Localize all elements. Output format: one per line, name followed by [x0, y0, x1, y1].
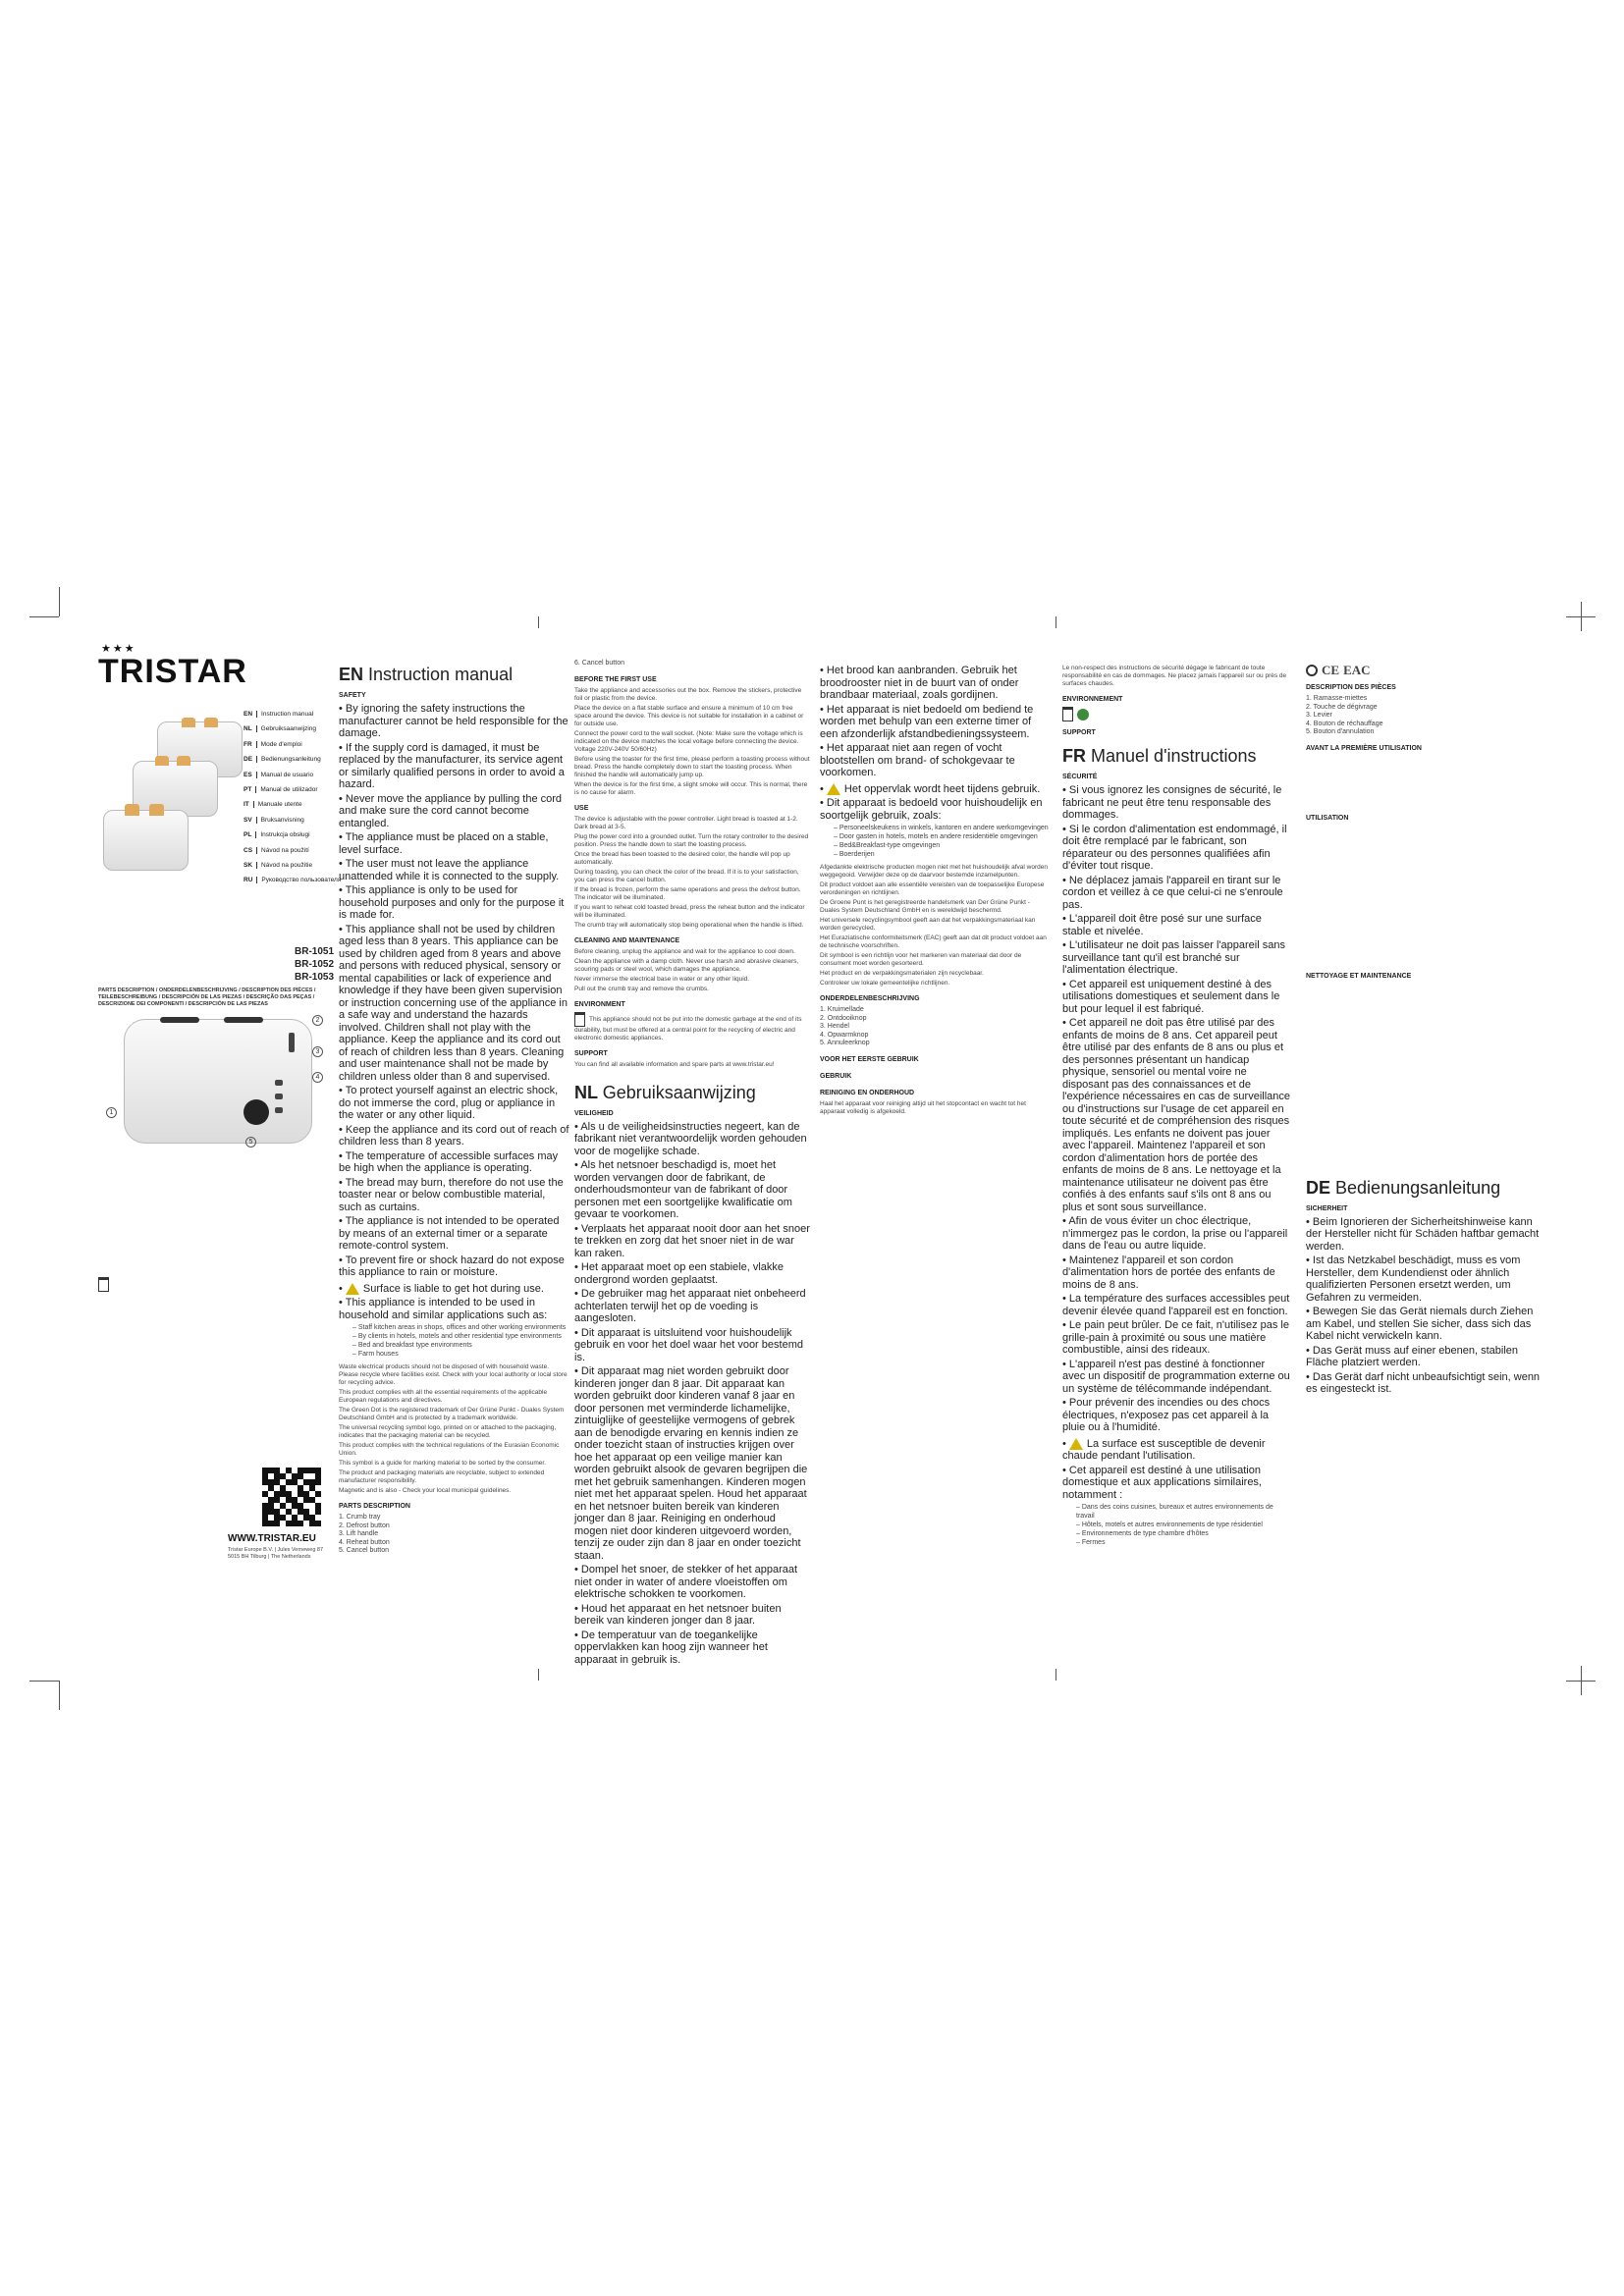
qr-code — [262, 1468, 321, 1526]
callout-3: 3 — [312, 1046, 323, 1057]
safety-item: • Maintenez l'appareil et son cordon d'alimentation hors de portée des enfants de moins de 8 ans. — [1062, 1255, 1290, 1292]
bread-slot — [160, 1017, 199, 1023]
safety-item: • Het apparaat is niet bedoeld om bediend te worden met behulp van een externe timer of een afzonderlijk afstandbedieningssysteem. — [820, 704, 1051, 741]
household-line: • This appliance is intended to be used in household and similar applications such as: — [339, 1297, 569, 1321]
before-label: AVANT LA PREMIÈRE UTILISATION — [1306, 744, 1422, 752]
before-item: Place the device on a flat stable surface and ensure a minimum of 10 cm free space around the device. This device is not suitable for installation in a cabinet or for outside use. — [574, 704, 804, 727]
language-item — [244, 721, 341, 736]
language-name: Manuale utente — [253, 801, 302, 808]
use-list — [574, 816, 810, 930]
safety-item: • Das Gerät darf nicht unbeaufsichtigt sein, wenn es eingesteckt ist. — [1306, 1371, 1542, 1396]
parts-header: PARTS DESCRIPTION / ONDERDELENBESCHRIJVING / DESCRIPTION DES PIÈCES / TEILEBESCHREIBUNG / DESCRIPCIÓN DE LAS PIEZAS / DESCRIÇÃO DAS PEÇAS / DESCRIZIONE DEI COMPONENTI / DESCRIPCIÓN DE LAS PIEZAS — [98, 988, 316, 1007]
usage-item: – Hôtels, motels et autres environnements de type résidentiel — [1062, 1521, 1290, 1529]
part-item: 3. Levier — [1306, 712, 1332, 719]
safety-item: • Le pain peut brûler. De ce fait, n'utilisez pas le grille-pain à proximité ou sous une matière combustible, ainsi des rideaux. — [1062, 1319, 1290, 1357]
crop-mark — [29, 1681, 59, 1682]
symbol-note: This symbol is a guide for marking material to be sorted by the consumer. — [339, 1460, 546, 1467]
safety-item: • Pour prévenir des incendies ou des chocs électriques, n'exposez pas cet appareil à la pluie ou à l'humidité. — [1062, 1397, 1290, 1434]
hot-surface-warning-icon — [1069, 1438, 1083, 1450]
safety-item: • Dompel het snoer, de stekker of het apparaat niet onder in water of andere vloeistoffen om elektrische schokken te voorkomen. — [574, 1564, 810, 1601]
language-name: Mode d'emploi — [256, 741, 302, 748]
usage-item: – Dans des coins cuisines, bureaux et autres environnements de travail — [1062, 1503, 1290, 1521]
symbol-note: Het product en de verpakkingsmaterialen zijn recyclebaar. — [820, 970, 984, 977]
safety-label: SICHERHEIT — [1306, 1204, 1348, 1212]
use-item: During toasting, you can check the color of the bread. If it is to your satisfaction, you can press the cancel button. — [574, 868, 799, 883]
language-code: NL — [244, 725, 252, 733]
language-name: Manual de utilizador — [255, 786, 317, 793]
safety-item: • Als het netsnoer beschadigd is, moet het worden vervangen door de fabrikant, de onderhoudsmonteur van de fabrikant of door personen met een soortgelijke kwalificatie om gevaar te voorkomen. — [574, 1159, 810, 1221]
use-item: If you want to reheat cold toasted bread, press the reheat button and the indicator will be illuminated. — [574, 903, 805, 919]
language-code: FR — [244, 740, 252, 748]
fr-parts-list — [1306, 695, 1542, 737]
fr-intro: Le non-respect des instructions de sécurité dégage le fabricant de toute responsabilité en cas de dommages. Ne placez jamais l'appareil sur ou près de surfaces chaudes. — [1062, 665, 1287, 687]
part-item: 4. Bouton de réchauffage — [1306, 720, 1383, 727]
safety-item: • Si vous ignorez les consignes de sécurité, le fabricant ne peut être tenu responsable des dommages. — [1062, 784, 1290, 822]
website: WWW.TRISTAR.EU — [228, 1533, 316, 1544]
browning-dial — [244, 1099, 269, 1125]
safety-item: • This appliance shall not be used by children aged less than 8 years. This appliance can be used by children aged from 8 years and above and persons with reduced physical, sensory or mental capabilities or lack of experience and knowledge if they have been given supervision or instruction concerning use of the appliance in a safe way and understand the hazards involved. Children shall not play with the appliance. Keep the appliance and its cord out of reach of children less than 8 years. Cleaning and user maintenance shall not be made by children unless older than 8 and supervised. — [339, 924, 569, 1084]
language-code: SV — [244, 816, 252, 824]
clean-list — [574, 948, 810, 993]
warning-line — [1062, 1438, 1290, 1463]
de-heading — [1306, 1178, 1542, 1198]
symbol-note: The Green Dot is the registered trademark of Der Grüne Punkt - Duales System Deutschland GmbH and is protected by a trademark worldwide. — [339, 1407, 565, 1421]
parts-label: ONDERDELENBESCHRIJVING — [820, 995, 920, 1002]
safety-item: • De gebruiker mag het apparaat niet onbeheerd achterlaten terwijl het op de voeding is aangesloten. — [574, 1288, 810, 1325]
control-button — [275, 1107, 283, 1113]
part-item: 5. Cancel button — [339, 1547, 389, 1554]
language-item — [244, 858, 341, 873]
safety-item: • By ignoring the safety instructions the manufacturer cannot be held responsible for the damage. — [339, 703, 569, 740]
part-item: 5. Annuleerknop — [820, 1040, 870, 1046]
en-parts-list — [339, 1514, 569, 1556]
language-item — [244, 813, 341, 828]
safety-item: • This appliance is only to be used for household purposes and only for the purpose it is made for. — [339, 884, 569, 922]
nl-safety-list — [574, 1121, 810, 1667]
safety-item: • The appliance is not intended to be operated by means of an external timer or a separate remote-control system. — [339, 1215, 569, 1253]
use-item: The crumb tray will automatically stop being operational when the handle is lifted. — [574, 921, 804, 929]
parts-label: DESCRIPTION DES PIÈCES — [1306, 684, 1396, 691]
bread-slice — [125, 804, 139, 816]
clean-item: Pull out the crumb tray and remove the crumbs. — [574, 985, 709, 992]
crop-mark — [1581, 1666, 1582, 1695]
safety-item: • Het apparaat niet aan regen of vocht blootstellen om brand- of schokgevaar te voorkomen. — [820, 742, 1051, 779]
crop-mark — [59, 587, 60, 616]
language-code: ES — [244, 771, 252, 778]
safety-item: • The user must not leave the appliance unattended while it is connected to the supply. — [339, 858, 569, 882]
ce-mark-icon: CE — [1322, 663, 1340, 677]
crop-mark — [538, 616, 539, 628]
symbol-note: Waste electrical products should not be disposed of with household waste. Please recycle where facilities exist. Check with your local authority or local store for recycling advice. — [339, 1363, 568, 1386]
callout-2: 2 — [312, 1015, 323, 1026]
callout-4: 4 — [312, 1072, 323, 1083]
language-item — [244, 843, 341, 858]
part-item: 1. Crumb tray — [339, 1514, 381, 1521]
usage-item: – Environnements de type chambre d'hôtes — [1062, 1529, 1290, 1538]
part-item: 3. Lift handle — [339, 1530, 379, 1537]
callout-1: 1 — [106, 1107, 117, 1118]
cancel-part: 6. Cancel button — [574, 660, 624, 667]
bread-slice — [204, 718, 218, 727]
lift-lever — [289, 1033, 295, 1052]
clean-label: NETTOYAGE ET MAINTENANCE — [1306, 972, 1412, 980]
toaster-middle — [133, 761, 218, 817]
green-dot-icon — [1077, 709, 1089, 721]
bread-slice — [177, 756, 190, 766]
support-text: You can find all available information and spare parts at www.tristar.eu! — [574, 1060, 775, 1068]
qr-module — [315, 1521, 321, 1526]
safety-item: • Ist das Netzkabel beschädigt, muss es vom Hersteller, dem Kundendienst oder ähnlich qualifizierten Personen ersetzt werden, um Gefahren zu vermeiden. — [1306, 1255, 1542, 1304]
language-item — [244, 752, 341, 767]
household-line: • Dit apparaat is bedoeld voor huishoudelijk en soortgelijk gebruik, zoals: — [820, 797, 1051, 822]
bread-slot — [224, 1017, 263, 1023]
support-label: SUPPORT — [574, 1049, 608, 1057]
part-item: 1. Ramasse-miettes — [1306, 695, 1368, 702]
safety-item: • De temperatuur van de toegankelijke oppervlakken kan hoog zijn wanneer het apparaat in gebruik is. — [574, 1629, 810, 1667]
weee-bin-icon — [98, 1277, 109, 1292]
safety-item: • L'appareil n'est pas destiné à fonctionner avec un dispositif de programmation externe ou un système de télécommande indépendant. — [1062, 1359, 1290, 1396]
model-number: BR-1052 — [295, 959, 335, 970]
safety-item: • Cet appareil ne doit pas être utilisé par des enfants de moins de 8 ans. Cet appareil peut être utilisé par des enfants de 8 ans ou plus et des personnes présentant un handicap physique, sensoriel ou mental voire ne disposant pas des connaissances et de l'expérience nécessaires en cas de surveillance ou d'instructions sur l'usage de cet appareil en toute sécurité et de compréhension des risques impliqués. Les enfants ne doivent pas jouer avec l'appareil. Maintenez l'appareil et son cordon d'alimentation hors de portée des enfants de moins de 8 ans. Le nettoyage et la maintenance utilisateur ne doivent pas être confiés à des enfants sauf s'ils ont 8 ans ou plus et sont sous surveillance. — [1062, 1017, 1290, 1213]
crop-mark — [29, 616, 59, 617]
clean-item: Never immerse the electrical base in water or any other liquid. — [574, 975, 750, 983]
safety-item: • Cet appareil est uniquement destiné à des utilisations domestiques et seulement dans le but pour lequel il est fabriqué. — [1062, 979, 1290, 1016]
language-code: PT — [244, 786, 252, 794]
safety-item: • The appliance must be placed on a stable, level surface. — [339, 831, 569, 856]
before-item: When the device is for the first time, a slight smoke will occur. This is normal, there is no cause for alarm. — [574, 780, 808, 796]
usage-item: – Farm houses — [339, 1350, 569, 1359]
symbol-note: Het Euraziatische conformiteitsmerk (EAC) geeft aan dat dit product voldoet aan de technische voorschriften. — [820, 934, 1047, 949]
use-label: GEBRUIK — [820, 1072, 852, 1080]
language-name: Návod na použití — [256, 847, 309, 854]
part-item: 2. Ontdooiknop — [820, 1014, 867, 1022]
use-item: Plug the power cord into a grounded outlet. Turn the rotary controller to the desired position. Press the handle down to start the toasting process. — [574, 832, 809, 848]
parts-diagram — [106, 1011, 322, 1158]
warning-line — [820, 783, 1051, 796]
product-image — [98, 721, 236, 947]
nl-clean-text: Haal het apparaat voor reiniging altijd uit het stopcontact en wacht tot het apparaat volledig is afgekoeld. — [820, 1099, 1026, 1115]
safety-item: • The temperature of accessible surfaces may be high when the appliance is operating. — [339, 1150, 569, 1175]
weee-bin-icon — [574, 1012, 585, 1027]
fr-heading — [1062, 746, 1290, 766]
before-list — [574, 687, 810, 797]
usage-item: – Bed and breakfast type environments — [339, 1341, 569, 1350]
safety-item: • If the supply cord is damaged, it must be replaced by the manufacturer, its service agent or similarly qualified persons in order to avoid a hazard. — [339, 742, 569, 791]
symbol-note: The universal recycling symbol logo, printed on or attached to the packaging, indicates that the packaging material can be recycled. — [339, 1424, 557, 1439]
support-label: SUPPORT — [1062, 729, 1096, 736]
lang-code: DE — [1306, 1177, 1331, 1198]
en-heading — [339, 665, 569, 684]
address: Tristar Europe B.V. | Jules Verneweg 87 5015 BH Tilburg | The Netherlands — [228, 1547, 324, 1560]
usage-item: – Door gasten in hotels, motels en andere residentiële omgevingen — [820, 832, 1051, 841]
language-name: Gebruiksaanwijzing — [256, 725, 316, 732]
use-item: Once the bread has been toasted to the desired color, the handle will pop up automatically. — [574, 850, 790, 866]
language-item — [244, 873, 341, 887]
language-code: RU — [244, 877, 253, 884]
symbol-note: De Groene Punt is het geregistreerde handelsmerk van Der Grüne Punkt - Duales System Deutschland GmbH en is wereldwijd beschermd. — [820, 899, 1030, 914]
safety-item: • Het apparaat moet op een stabiele, vlakke ondergrond worden geplaatst. — [574, 1261, 810, 1286]
usage-item: – By clients in hotels, motels and other residential type environments — [339, 1332, 569, 1341]
before-item: Connect the power cord to the wall socket. (Note: Make sure the voltage which is indicated on the device matches the local voltage before connecting the device. Voltage 220V-240V 50/60Hz) — [574, 729, 803, 753]
part-item: 2. Defrost button — [339, 1522, 390, 1529]
crop-mark — [1581, 602, 1582, 631]
language-item — [244, 707, 341, 721]
language-name: Instrukcja obsługi — [255, 831, 309, 838]
lang-code: NL — [574, 1082, 598, 1102]
language-name: Bedienungsanleitung — [256, 756, 321, 763]
bread-slice — [149, 804, 164, 816]
nl-safety-list-continued — [820, 665, 1051, 779]
recycling-icon — [1306, 665, 1318, 676]
before-label: BEFORE THE FIRST USE — [574, 675, 657, 683]
part-item: 4. Reheat button — [339, 1538, 390, 1546]
language-name: Návod na použitie — [256, 862, 312, 869]
symbol-note: Controleer uw lokale gemeentelijke richtlijnen. — [820, 980, 950, 987]
safety-item: • La température des surfaces accessibles peut devenir élevée quand l'appareil est en fonction. — [1062, 1293, 1290, 1317]
env-body: This appliance should not be put into the domestic garbage at the end of its durability, but must be offered at a central point for the recycling of electric and electronic domestic appliances. — [574, 1015, 802, 1041]
toaster-diagram — [124, 1019, 312, 1144]
clean-label: REINIGING EN ONDERHOUD — [820, 1089, 915, 1096]
safety-label: SÉCURITÉ — [1062, 774, 1098, 780]
en-usage-list — [339, 1323, 569, 1359]
nl-parts-list — [820, 1006, 1051, 1048]
usage-item: – Bed&Breakfast-type omgevingen — [820, 841, 1051, 850]
language-code: SK — [244, 862, 253, 870]
de-safety-list — [1306, 1216, 1542, 1396]
part-item: 1. Kruimellade — [820, 1006, 864, 1013]
fr-env-symbols — [1062, 707, 1290, 721]
nl-symbols — [820, 864, 1051, 988]
toaster-front — [103, 810, 189, 871]
clean-label: CLEANING AND MAINTENANCE — [574, 936, 680, 944]
section-title: Manuel d'instructions — [1091, 746, 1257, 766]
model-numbers — [295, 945, 334, 984]
safety-item: • To prevent fire or shock hazard do not expose this appliance to rain or moisture. — [339, 1255, 569, 1279]
part-item: 2. Touche de dégivrage — [1306, 703, 1378, 711]
brand-logo: TRISTAR — [98, 653, 247, 690]
safety-item: • The bread may burn, therefore do not use the toaster near or below combustible material, such as curtains. — [339, 1177, 569, 1214]
fr-symbols-block — [1306, 665, 1542, 676]
symbol-note: This product complies with the technical regulations of the Eurasian Economic Union. — [339, 1442, 560, 1457]
language-name: Bruksanvisning — [256, 817, 304, 824]
safety-item: • Never move the appliance by pulling the cord and make sure the cord cannot become entangled. — [339, 793, 569, 830]
safety-item: • Afin de vous éviter un choc électrique, n'immergez pas le cordon, la prise ou l'appareil dans de l'eau ou autre liquide. — [1062, 1215, 1290, 1253]
symbol-note: Het universele recyclingsymbool geeft aan dat het verpakkingsmateriaal kan worden gerecycled. — [820, 917, 1036, 932]
warning-text: Surface is liable to get hot during use. — [362, 1282, 544, 1295]
usage-item: – Boerderijen — [820, 850, 1051, 859]
language-item — [244, 737, 341, 752]
bread-slice — [182, 718, 195, 727]
symbol-note: Dit product voldoet aan alle essentiële vereisten van de toepasselijke Europese verordeningen en richtlijnen. — [820, 881, 1045, 896]
warning-text: La surface est susceptible de devenir chaude pendant l'utilisation. — [1062, 1437, 1266, 1462]
language-name: Руководство пользователя — [256, 877, 341, 883]
safety-label: SAFETY — [339, 692, 366, 699]
household-line: • Cet appareil est destiné à une utilisation domestique et aux applications similaires, notamment : — [1062, 1465, 1290, 1502]
symbol-note: Magnetic and is also - Check your local municipal guidelines. — [339, 1487, 512, 1494]
section-title: Instruction manual — [368, 665, 514, 684]
en-safety-list — [339, 703, 569, 1279]
nl-heading — [574, 1083, 810, 1102]
symbol-note: The product and packaging materials are recyclable, subject to extended manufacturer responsibility. — [339, 1469, 545, 1484]
usage-item: – Fermes — [1062, 1538, 1290, 1547]
bin-icon-cover — [98, 1276, 113, 1294]
nl-column-2 — [820, 665, 1051, 1676]
language-code: CS — [244, 846, 253, 854]
section-title: Gebruiksaanwijzing — [602, 1082, 756, 1102]
language-item — [244, 768, 341, 782]
use-item: If the bread is frozen, perform the same operations and press the defrost button. The indicator will be illuminated. — [574, 885, 801, 901]
part-item: 4. Opwarmknop — [820, 1031, 869, 1039]
safety-item: • To protect yourself against an electric shock, do not immerse the cord, plug or appliance in the water or any other liquid. — [339, 1085, 569, 1122]
use-item: The device is adjustable with the power controller. Light bread is toasted at 1-2. Dark bread at 3-5. — [574, 815, 798, 830]
bread-slice — [155, 756, 169, 766]
env-label: ENVIRONMENT — [574, 1000, 625, 1008]
language-code: DE — [244, 756, 253, 764]
safety-item: • Houd het apparaat en het netsnoer buiten bereik van kinderen jonger dan 8 jaar. — [574, 1603, 810, 1628]
env-label: ENVIRONNEMENT — [1062, 696, 1123, 703]
language-list — [244, 707, 341, 888]
en-column-2 — [574, 660, 810, 1666]
safety-item: • Als u de veiligheidsinstructies negeert, kan de fabrikant niet verantwoordelijk worden gehouden voor de mogelijke schade. — [574, 1121, 810, 1158]
safety-item: • L'utilisateur ne doit pas laisser l'appareil sans surveillance tant qu'il est branché sur l'alimentation électrique. — [1062, 939, 1290, 977]
safety-item: • Bewegen Sie das Gerät niemals durch Ziehen am Kabel, und stellen Sie sicher, dass sich das Kabel nicht verwickeln kann. — [1306, 1306, 1542, 1343]
safety-item: • Verplaats het apparaat nooit door aan het snoer te trekken en zorg dat het snoer niet in de war kan raken. — [574, 1223, 810, 1260]
control-button — [275, 1080, 283, 1086]
warning-line — [339, 1283, 569, 1296]
clean-item: Before cleaning, unplug the appliance and wait for the appliance to cool down. — [574, 947, 795, 955]
fr-usage-list — [1062, 1503, 1290, 1547]
safety-item: • Keep the appliance and its cord out of reach of children less than 8 years. — [339, 1124, 569, 1148]
section-title: Bedienungsanleitung — [1335, 1177, 1501, 1198]
language-code: IT — [244, 801, 249, 809]
en-symbols — [339, 1363, 569, 1495]
safety-item: • L'appareil doit être posé sur une surface stable et nivelée. — [1062, 913, 1290, 937]
fr-de-column — [1306, 665, 1542, 1676]
en-column — [339, 665, 569, 1676]
use-label: UTILISATION — [1306, 814, 1349, 822]
language-code: EN — [244, 711, 253, 718]
before-label: VOOR HET EERSTE GEBRUIK — [820, 1055, 919, 1063]
language-item — [244, 797, 341, 812]
safety-item: • Ne déplacez jamais l'appareil en tirant sur le cordon et veillez à ce que celui-ci ne s'enroule pas. — [1062, 875, 1290, 912]
language-item — [244, 782, 341, 797]
crop-mark — [59, 1681, 60, 1710]
model-number: BR-1053 — [295, 972, 335, 983]
fr-column — [1062, 665, 1290, 1676]
part-item: 3. Hendel — [820, 1023, 849, 1030]
model-number: BR-1051 — [295, 946, 335, 957]
lang-code: EN — [339, 665, 364, 684]
hot-surface-warning-icon — [827, 783, 840, 795]
symbol-note: Afgedankte elektrische producten mogen niet met het huishoudelijk afval worden weggegooid. Verwijder deze op de daarvoor bestemde inzamelpunten. — [820, 864, 1048, 879]
env-text — [574, 1012, 810, 1042]
nl-usage-list — [820, 824, 1051, 859]
parts-label: PARTS DESCRIPTION — [339, 1503, 410, 1510]
usage-item: – Personeelskeukens in winkels, kantoren en andere werkomgevingen — [820, 824, 1051, 832]
weee-bin-icon — [1062, 707, 1073, 721]
language-code: PL — [244, 831, 252, 839]
warning-text: Het oppervlak wordt heet tijdens gebruik. — [843, 782, 1041, 795]
fr-safety-list — [1062, 784, 1290, 1434]
before-item: Before using the toaster for the first time, please perform a toasting process without bread. Press the handle completely down to start the toasting process. When finished the handle will automatically jump up. — [574, 755, 810, 778]
before-item: Take the appliance and accessories out the box. Remove the stickers, protective foil or plastic from the device. — [574, 686, 802, 702]
control-button — [275, 1094, 283, 1099]
part-item: 5. Bouton d'annulation — [1306, 728, 1375, 735]
language-name: Instruction manual — [256, 711, 313, 718]
callout-5: 5 — [245, 1137, 256, 1148]
safety-label: VEILIGHEID — [574, 1109, 614, 1117]
safety-item: • Dit apparaat is uitsluitend voor huishoudelijk gebruik en voor het doel waar het voor bestemd is. — [574, 1327, 810, 1364]
use-label: USE — [574, 804, 589, 812]
safety-item: • Si le cordon d'alimentation est endommagé, il doit être remplacé par le fabricant, son réparateur ou des personnes qualifiées afin d'éviter tout risque. — [1062, 824, 1290, 873]
hot-surface-warning-icon — [346, 1283, 359, 1295]
language-item — [244, 828, 341, 842]
brand-stars: ★★★ — [101, 643, 136, 655]
safety-item: • Das Gerät muss auf einer ebenen, stabilen Fläche platziert werden. — [1306, 1345, 1542, 1369]
lang-code: FR — [1062, 746, 1086, 766]
clean-item: Clean the appliance with a damp cloth. Never use harsh and abrasive cleaners, scouring pads or steel wool, which damages the appliance. — [574, 957, 799, 973]
symbol-note: Dit symbool is een richtlijn voor het markeren van materiaal dat door de consument moet worden gesorteerd. — [820, 952, 1022, 967]
language-name: Manual de usuario — [256, 772, 313, 778]
safety-item: • Dit apparaat mag niet worden gebruikt door kinderen jonger dan 8 jaar. Dit apparaat kan worden gebruikt door kinderen vanaf 8 jaar en door personen met verminderde lichamelijke, zintuiglijke of geestelijke vermogens of gebrek aan de benodigde ervaring en kennis indien ze onder toezicht staan of instructies krijgen over hoe het apparaat op een veilige manier kan worden gebruikt alsook de gevaren begrijpen die met het gebruik samenhangen. Kinderen mogen niet met het apparaat spelen. Houd het apparaat en het netsnoer buiten bereik van kinderen jonger dan 8 jaar. Reiniging en onderhoud mogen niet door kinderen uitgevoerd worden, tenzij ze ouder zijn dan 8 jaar en onder toezicht staan. — [574, 1365, 810, 1562]
safety-item: • Beim Ignorieren der Sicherheitshinweise kann der Hersteller nicht für Schäden haftbar gemacht werden. — [1306, 1216, 1542, 1254]
usage-item: – Staff kitchen areas in shops, offices and other working environments — [339, 1323, 569, 1332]
eac-mark-icon: EAC — [1343, 663, 1371, 677]
symbol-note: This product complies with all the essential requirements of the applicable European regulations and directives. — [339, 1389, 548, 1404]
safety-item: • Het brood kan aanbranden. Gebruik het broodrooster niet in de buurt van of onder brandbaar materiaal, zoals gordijnen. — [820, 665, 1051, 702]
